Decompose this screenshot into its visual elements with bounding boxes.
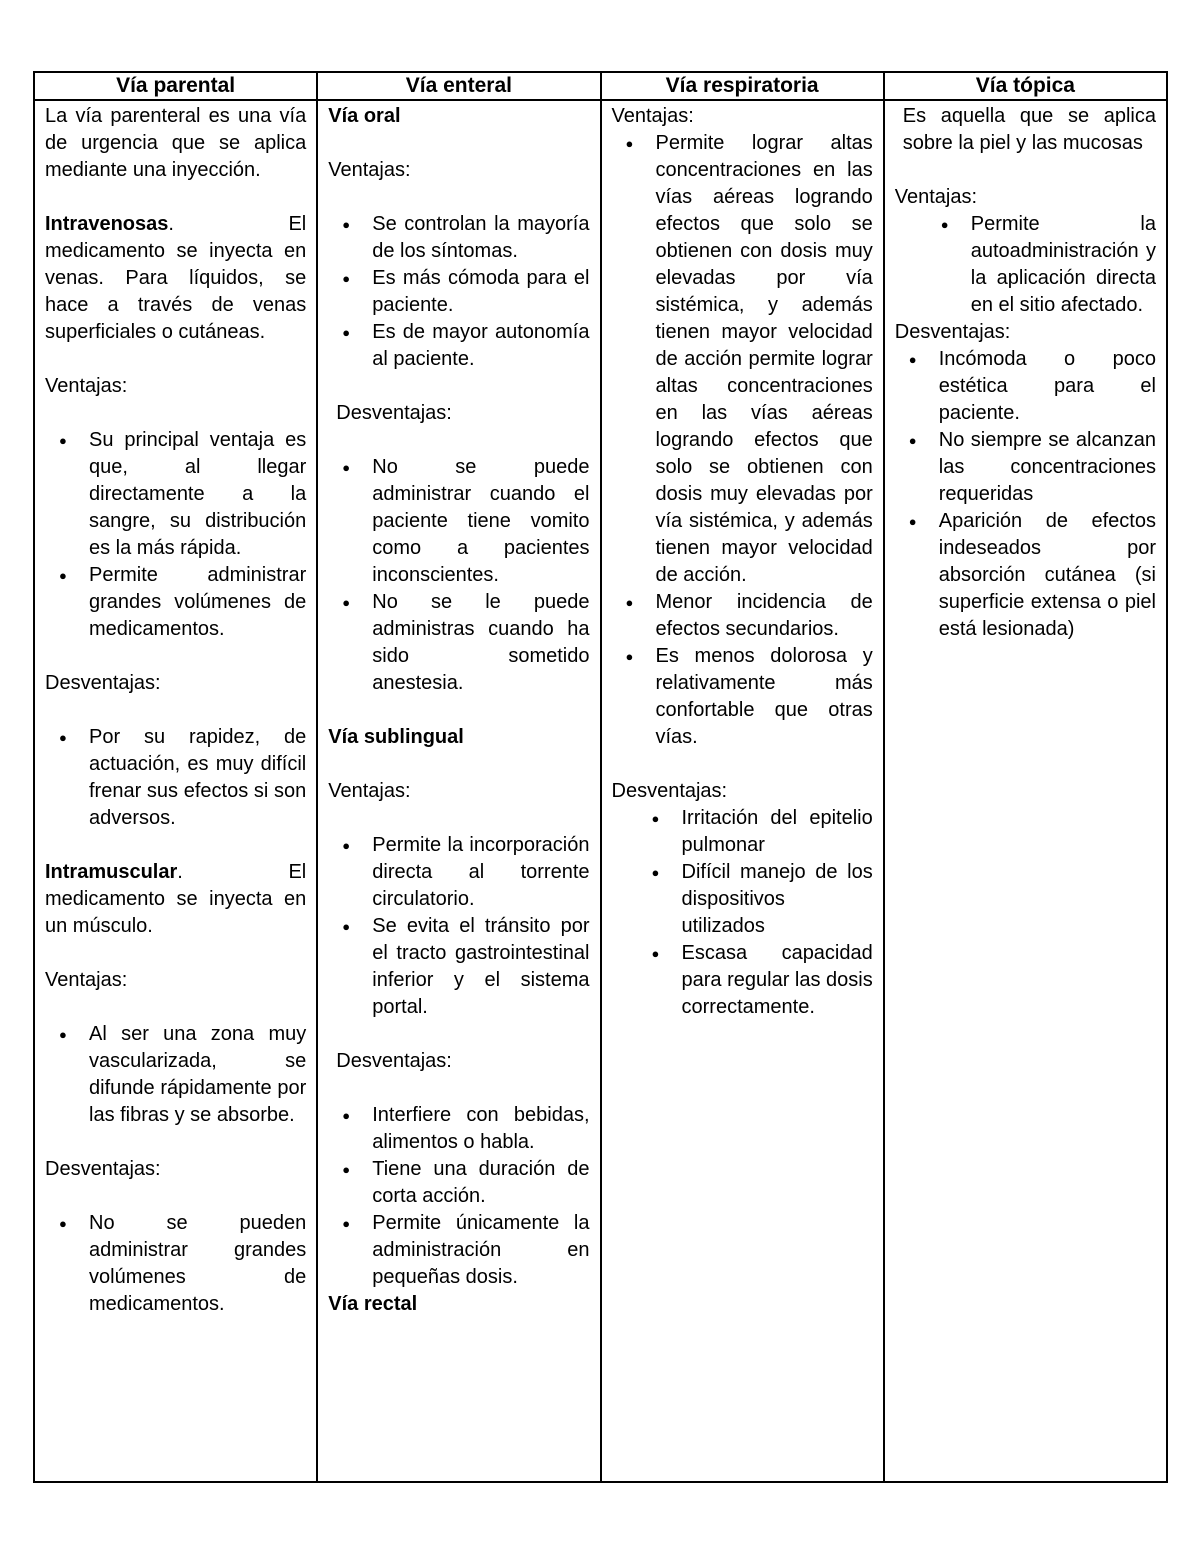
header-respiratoria: Vía respiratoria — [601, 72, 884, 100]
im-adv-label: Ventajas: — [45, 969, 128, 991]
topica-adv-label: Ventajas: — [894, 186, 978, 208]
iv-adv-list — [45, 427, 306, 643]
im-paragraph — [45, 859, 306, 940]
cell-enteral — [317, 100, 600, 1482]
oral-title: Vía oral — [328, 105, 401, 127]
rectal-title: Vía rectal — [328, 1293, 418, 1315]
list-item: ● No se le puede administras cuando ha sido sometido anestesia. — [372, 589, 589, 697]
oral-dis-list — [328, 454, 589, 697]
content-row — [34, 100, 1167, 1482]
header-topica: Vía tópica — [884, 72, 1167, 100]
im-dis-list — [45, 1210, 306, 1318]
im-adv-list — [45, 1021, 306, 1129]
list-item: ● Permite administrar grandes volúmenes de medicamentos. — [89, 562, 306, 643]
resp-adv-label: Ventajas: — [611, 105, 694, 127]
resp-dis-label: Desventajas: — [611, 780, 728, 802]
iv-title: Intravenosas — [45, 213, 169, 235]
resp-dis-list — [612, 805, 873, 1021]
im-text: . El medicamento se inyecta en un músculo. — [45, 861, 307, 937]
list-item: ● Es menos dolorosa y relativamente más confortable que otras vías. — [656, 643, 873, 751]
topica-dis-list — [895, 346, 1156, 643]
cell-respiratoria — [601, 100, 884, 1482]
im-dis-label: Desventajas: — [45, 1158, 161, 1180]
list-item: ● Es de mayor autonomía al paciente. — [372, 319, 589, 373]
list-item: ● Permite la autoadministración y la aplicación directa en el sitio afectado. — [971, 211, 1156, 319]
list-item: ● Permite lograr altas concentraciones en las vías aéreas logrando efectos que solo se obtienen con dosis muy elevadas por vía sistémica, y además tienen mayor velocidad de acción permite lograr altas concentraciones en las vías aéreas logrando efectos que solo se obtienen con dosis muy elevadas por vía sistémica, y además tienen mayor velocidad de acción. — [656, 130, 873, 589]
cell-topica — [884, 100, 1167, 1482]
list-item: ● Se evita el tránsito por el tracto gastrointestinal inferior y el sistema portal. — [372, 913, 589, 1021]
list-item: ● Difícil manejo de los dispositivos utilizados — [682, 859, 873, 940]
list-item: ● No se puede administrar cuando el paciente tiene vomito como a pacientes inconscientes. — [372, 454, 589, 589]
sublingual-title: Vía sublingual — [328, 726, 464, 748]
topica-intro: Es aquella que se aplica sobre la piel y las mucosas — [902, 105, 1156, 154]
iv-paragraph — [45, 211, 306, 346]
list-item: ● Incómoda o poco estética para el paciente. — [939, 346, 1156, 427]
sub-adv-label: Ventajas: — [328, 780, 411, 802]
list-item: ● Irritación del epitelio pulmonar — [682, 805, 873, 859]
list-item: ● Escasa capacidad para regular las dosis correctamente. — [682, 940, 873, 1021]
list-item: ● Interfiere con bebidas, alimentos o habla. — [372, 1102, 589, 1156]
list-item: ● Al ser una zona muy vascularizada, se difunde rápidamente por las fibras y se absorbe. — [89, 1021, 306, 1129]
list-item: ● No se pueden administrar grandes volúmenes de medicamentos. — [89, 1210, 306, 1318]
oral-adv-label: Ventajas: — [328, 159, 411, 181]
oral-adv-list — [328, 211, 589, 373]
iv-dis-list — [45, 724, 306, 832]
list-item: ● Por su rapidez, de actuación, es muy difícil frenar sus efectos si son adversos. — [89, 724, 306, 832]
iv-dis-label: Desventajas: — [45, 672, 161, 694]
list-item: ● Aparición de efectos indeseados por absorción cutánea (si superficie extensa o piel está lesionada) — [939, 508, 1156, 643]
cell-parental — [34, 100, 317, 1482]
sub-adv-list — [328, 832, 589, 1021]
list-item: ● Permite únicamente la administración en pequeñas dosis. — [372, 1210, 589, 1291]
iv-text: . El medicamento se inyecta en venas. Para líquidos, se hace a través de venas superficiales o cutáneas. — [45, 213, 307, 343]
header-parental: Vía parental — [34, 72, 317, 100]
header-enteral: Vía enteral — [317, 72, 600, 100]
oral-dis-label: Desventajas: — [336, 402, 452, 424]
sub-dis-list — [328, 1102, 589, 1291]
list-item: ● Menor incidencia de efectos secundarios. — [656, 589, 873, 643]
list-item: ● Permite la incorporación directa al torrente circulatorio. — [372, 832, 589, 913]
iv-adv-label: Ventajas: — [45, 375, 128, 397]
sub-dis-label: Desventajas: — [336, 1050, 452, 1072]
topica-adv-list — [895, 211, 1156, 319]
list-item: ● Tiene una duración de corta acción. — [372, 1156, 589, 1210]
list-item: ● Se controlan la mayoría de los síntomas. — [372, 211, 589, 265]
resp-adv-list — [612, 130, 873, 751]
routes-table — [33, 71, 1168, 1483]
topica-dis-label: Desventajas: — [894, 321, 1011, 343]
header-row — [34, 72, 1167, 100]
list-item: ● Es más cómoda para el paciente. — [372, 265, 589, 319]
list-item: ● Su principal ventaja es que, al llegar directamente a la sangre, su distribución es la más rápida. — [89, 427, 306, 562]
im-title: Intramuscular — [45, 861, 178, 883]
parental-intro: La vía parenteral es una vía de urgencia que se aplica mediante una inyección. — [45, 105, 307, 181]
list-item: ● No siempre se alcanzan las concentraciones requeridas — [939, 427, 1156, 508]
